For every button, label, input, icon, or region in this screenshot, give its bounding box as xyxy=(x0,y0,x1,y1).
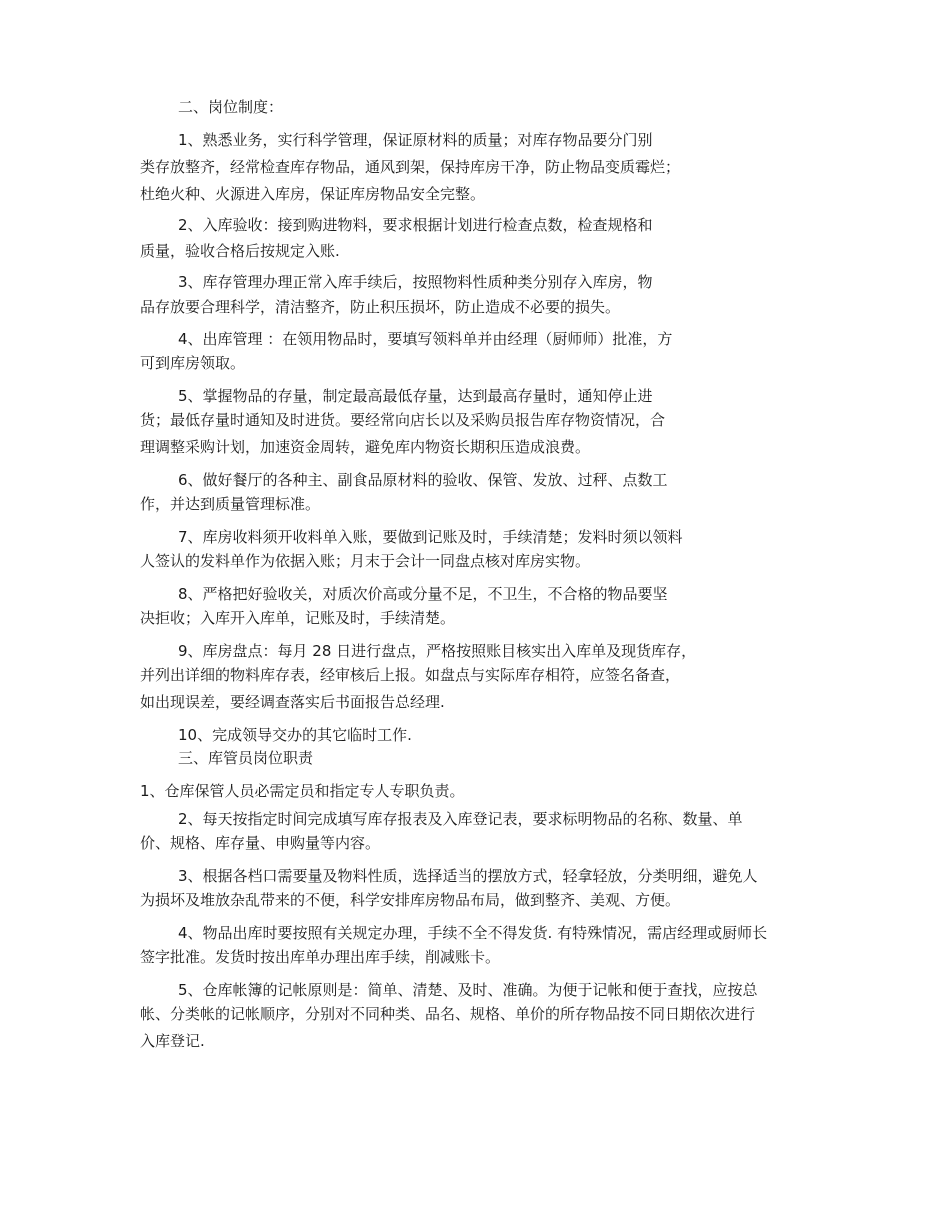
s2-item-1-line-2: 类存放整齐，经常检查库存物品，通风到架，保持库房干净，防止物品变质霉烂； xyxy=(140,158,681,176)
s2-item-2-line-1: 2、入库验收：接到购进物料，要求根据计划进行检查点数，检查规格和 xyxy=(178,216,653,234)
s2-item-10-line-1: 10、完成领导交办的其它临时工作. xyxy=(178,726,412,744)
section-3-heading: 三、库管员岗位职责 xyxy=(178,749,314,767)
s2-item-7-line-1: 7、库房收料须开收料单入账，要做到记账及时，手续清楚；发料时须以领料 xyxy=(178,528,683,546)
s3-item-4-line-2: 签字批准。发货时按出库单办理出库手续，削减账卡。 xyxy=(140,948,501,966)
s2-item-7-line-2: 人签认的发料单作为依据入账；月末于会计一同盘点核对库房实物。 xyxy=(140,552,591,570)
s3-item-1-line-1: 1、仓库保管人员必需定员和指定专人专职负责。 xyxy=(140,782,465,800)
s2-item-8-line-2: 决拒收；入库开入库单，记账及时，手续清楚。 xyxy=(140,609,456,627)
s2-item-4-line-1: 4、出库管理 ：在领用物品时，要填写领料单并由经理（厨师师）批准，方 xyxy=(178,330,673,348)
s2-item-9-line-2: 并列出详细的物料库存表，经审核后上报。如盘点与实际库存相符，应签名备查， xyxy=(140,666,681,684)
s3-item-2-line-1: 2、每天按指定时间完成填写库存报表及入库登记表，要求标明物品的名称、数量、单 xyxy=(178,810,743,828)
s2-item-3-line-1: 3、库存管理办理正常入库手续后，按照物料性质种类分别存入库房，物 xyxy=(178,273,653,291)
s3-item-5-line-3: 入库登记. xyxy=(140,1032,205,1050)
s2-item-2-line-2: 质量，验收合格后按规定入账. xyxy=(140,242,340,260)
s2-item-9-line-3: 如出现误差，要经调查落实后书面报告总经理. xyxy=(140,693,445,711)
s2-item-9-line-1: 9、库房盘点：每月 28 日进行盘点，严格按照账目核实出入库单及现货库存， xyxy=(178,642,697,660)
s2-item-6-line-2: 作，并达到质量管理标准。 xyxy=(140,495,321,513)
s3-item-3-line-2: 为损坏及堆放杂乱带来的不便，科学安排库房物品布局，做到整齐、美观、方便。 xyxy=(140,891,681,909)
s2-item-5-line-1: 5、掌握物品的存量，制定最高最低存量，达到最高存量时，通知停止进 xyxy=(178,387,653,405)
s2-item-6-line-1: 6、做好餐厅的各种主、副食品原材料的验收、保管、发放、过秤、点数工 xyxy=(178,471,668,489)
s3-item-3-line-1: 3、根据各档口需要量及物料性质，选择适当的摆放方式，轻拿轻放，分类明细，避免人 xyxy=(178,867,758,885)
s2-item-1-line-1: 1、熟悉业务，实行科学管理，保证原材料的质量；对库存物品要分门别 xyxy=(178,131,653,149)
s3-item-5-line-2: 帐、分类帐的记帐顺序，分别对不同种类、品名、规格、单价的所存物品按不同日期依次进行 xyxy=(140,1005,756,1023)
s3-item-2-line-2: 价、规格、库存量、申购量等内容。 xyxy=(140,834,381,852)
s2-item-1-line-3: 杜绝火种、火源进入库房，保证库房物品安全完整。 xyxy=(140,185,486,203)
s2-item-4-line-2: 可到库房领取。 xyxy=(140,354,246,372)
s2-item-5-line-2: 货；最低存量时通知及时进货。要经常向店长以及采购员报告库存物资情况，合 xyxy=(140,411,666,429)
s3-item-4-line-1: 4、物品出库时要按照有关规定办理，手续不全不得发货. 有特殊情况，需店经理或厨师长 xyxy=(178,924,768,942)
section-2-heading: 二、岗位制度： xyxy=(178,98,284,116)
s2-item-5-line-3: 理调整采购计划，加速资金周转，避免库内物资长期积压造成浪费。 xyxy=(140,438,591,456)
s2-item-3-line-2: 品存放要合理科学，清洁整齐，防止积压损坏，防止造成不必要的损失。 xyxy=(140,298,621,316)
s2-item-8-line-1: 8、严格把好验收关，对质次价高或分量不足，不卫生，不合格的物品要坚 xyxy=(178,585,668,603)
s3-item-5-line-1: 5、仓库帐簿的记帐原则是：简单、清楚、及时、准确。为便于记帐和便于查找，应按总 xyxy=(178,981,758,999)
